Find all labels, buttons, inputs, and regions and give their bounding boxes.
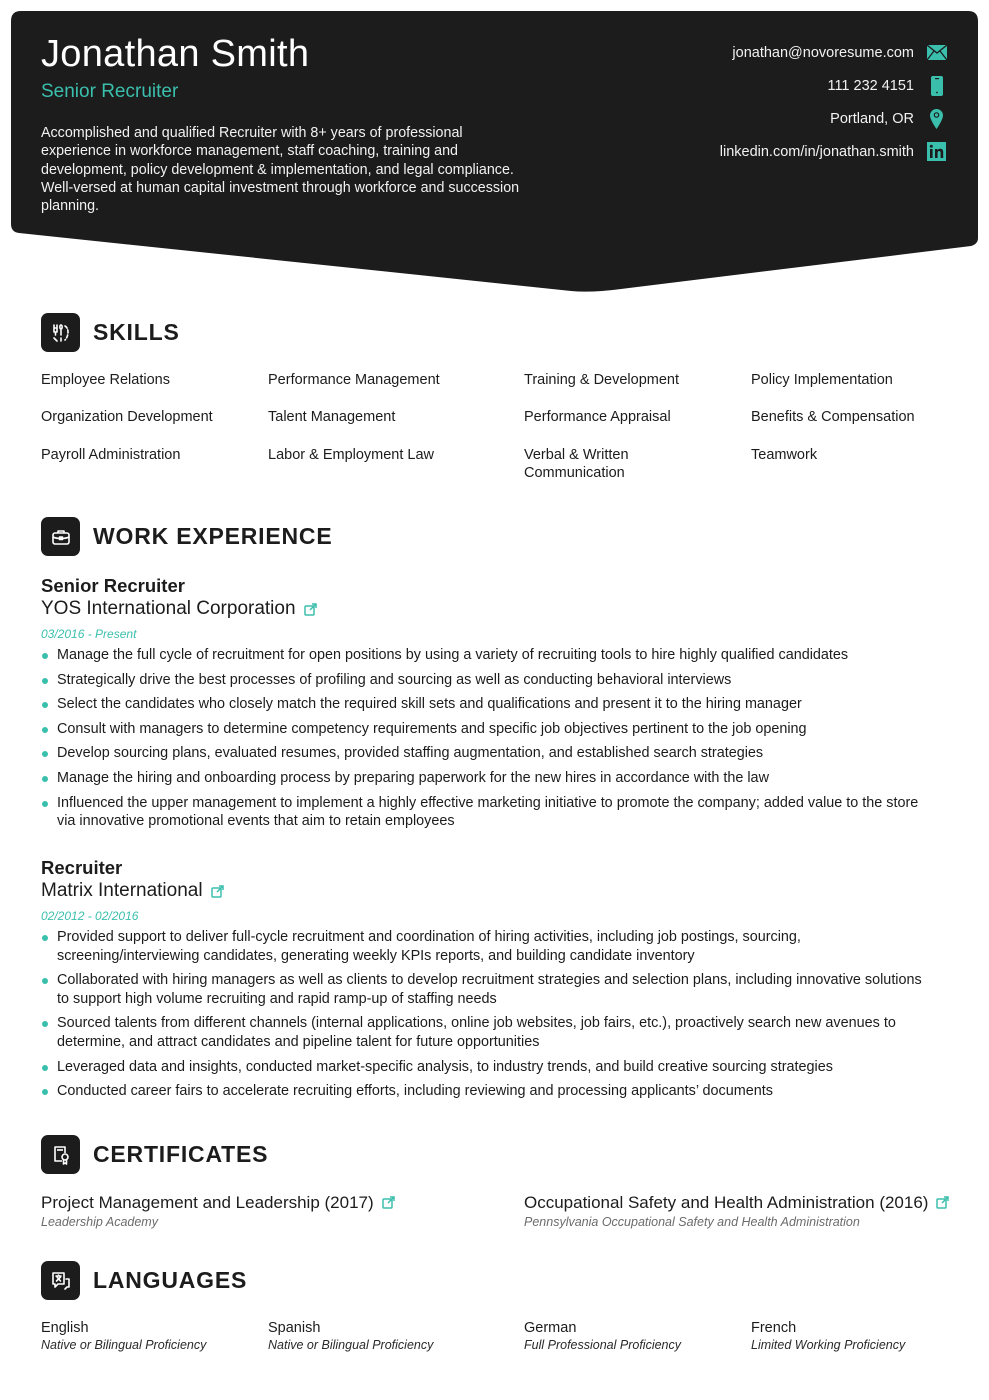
skill-item: Performance Appraisal (524, 409, 671, 425)
skill-item: Benefits & Compensation (751, 409, 915, 425)
profile-summary: Accomplished and qualified Recruiter with 8+ years of professional experience in workforce management, staff coaching, training and development, policy development & implementation, and legal compliance. Well-versed at human capital investment through workforce and succession planning. (41, 125, 520, 215)
bullet-item: Conducted career fairs to accelerate recruiting efforts, including reviewing and processing applicants’ documents (41, 1082, 931, 1101)
job-title: Recruiter (41, 857, 123, 878)
skill-item: Employee Relations (41, 372, 170, 388)
location-text: Portland, OR (830, 110, 914, 127)
contact-list (720, 36, 947, 168)
skill-item: Talent Management (268, 409, 396, 425)
external-link-icon[interactable] (382, 1196, 395, 1209)
external-link-icon[interactable] (211, 885, 224, 898)
company-name[interactable]: Matrix International (41, 880, 203, 901)
certificate-issuer: Pennsylvania Occupational Safety and Health Administration (524, 1215, 860, 1229)
bullet-item: Manage the full cycle of recruitment for open positions by using a variety of recruiting tools to hire highly qualified candidates (41, 646, 931, 665)
linkedin-icon (926, 141, 947, 162)
candidate-role: Senior Recruiter (41, 81, 179, 102)
bullet-item: Provided support to deliver full-cycle recruitment and coordination of hiring activities, including job postings, sourcing, screening/interviewing candidates, generating weekly KPIs reports, and building candidate inventory (41, 928, 931, 965)
bullet-item: Sourced talents from different channels (internal applications, online job websites, job fairs, etc.), proactively search new avenues to determine, and attract candidates and pipeline talent for future opportunities (41, 1014, 931, 1051)
job-entry (41, 575, 941, 837)
bullet-item: Leveraged data and insights, conducted market-specific analysis, to industry trends, and build creative sourcing strategies (41, 1058, 931, 1077)
language-level: Native or Bilingual Proficiency (268, 1338, 434, 1352)
briefcase-icon (41, 517, 80, 556)
certificate-icon (41, 1135, 80, 1174)
work-section-header (41, 517, 332, 556)
certificates-title: CERTIFICATES (93, 1141, 269, 1167)
language-level: Full Professional Proficiency (524, 1338, 682, 1352)
certificate-name[interactable] (41, 1192, 395, 1213)
job-bullets (41, 928, 941, 1101)
phone-icon (926, 75, 947, 96)
contact-location (720, 102, 947, 135)
tools-icon (41, 313, 80, 352)
language-name: English (41, 1320, 89, 1336)
certificate-title-text[interactable]: Project Management and Leadership (2017) (41, 1193, 374, 1212)
phone-text[interactable]: 111 232 4151 (827, 77, 914, 94)
skill-item: Performance Management (268, 372, 440, 388)
languages-title: LANGUAGES (93, 1267, 248, 1293)
certificate-issuer: Leadership Academy (41, 1215, 158, 1229)
language-name: French (751, 1320, 797, 1336)
skill-item: Verbal & Written Communication (524, 447, 629, 481)
certificates-section-header (41, 1135, 268, 1174)
skill-item: Labor & Employment Law (268, 447, 435, 463)
languages-section-header (41, 1261, 247, 1300)
skill-item: Organization Development (41, 409, 213, 425)
bullet-item: Select the candidates who closely match the required skill sets and qualifications and present it to the hiring manager (41, 695, 931, 714)
job-dates: 03/2016 - Present (41, 627, 137, 641)
language-entry (41, 1319, 206, 1352)
bullet-item: Develop sourcing plans, evaluated resumes, provided staffing augmentation, and established search strategies (41, 744, 931, 763)
language-level: Native or Bilingual Proficiency (41, 1338, 207, 1352)
certificate-entry (524, 1192, 949, 1229)
job-company[interactable] (41, 879, 941, 903)
work-title: WORK EXPERIENCE (93, 523, 333, 549)
certificate-title-text[interactable]: Occupational Safety and Health Administration (2016) (524, 1193, 929, 1212)
email-text[interactable]: jonathan@novoresume.com (732, 44, 914, 61)
external-link-icon[interactable] (936, 1196, 949, 1209)
certificate-entry (41, 1192, 395, 1229)
candidate-name: Jonathan Smith (41, 33, 310, 75)
job-entry (41, 857, 941, 1107)
mail-icon (926, 42, 947, 63)
contact-phone[interactable] (720, 69, 947, 102)
company-name[interactable]: YOS International Corporation (41, 598, 296, 619)
skill-item: Teamwork (751, 447, 818, 463)
skills-title: SKILLS (93, 319, 180, 345)
language-level: Limited Working Proficiency (751, 1338, 906, 1352)
bullet-item: Strategically drive the best processes of profiling and sourcing as well as conducting behavioral interviews (41, 671, 931, 690)
language-name: German (524, 1320, 577, 1336)
skills-section-header (41, 313, 180, 352)
bullet-item: Manage the hiring and onboarding process by preparing paperwork for the new hires in accordance with the law (41, 769, 931, 788)
bullet-item: Collaborated with hiring managers as well as clients to develop recruitment strategies and selection plans, including innovative solutions to support high volume recruiting and rapid ramp-up of staffing needs (41, 971, 931, 1008)
language-entry (751, 1319, 905, 1352)
job-dates: 02/2012 - 02/2016 (41, 909, 139, 923)
external-link-icon[interactable] (304, 603, 317, 616)
contact-email[interactable] (720, 36, 947, 69)
language-name: Spanish (268, 1320, 321, 1336)
job-bullets (41, 646, 941, 831)
bullet-item: Consult with managers to determine competency requirements and specific job objectives pertinent to the job opening (41, 720, 931, 739)
contact-linkedin[interactable] (720, 135, 947, 168)
location-pin-icon (926, 108, 947, 129)
certificate-name[interactable] (524, 1192, 949, 1213)
skill-item: Payroll Administration (41, 447, 181, 463)
language-entry (268, 1319, 433, 1352)
translate-icon (41, 1261, 80, 1300)
linkedin-text[interactable]: linkedin.com/in/jonathan.smith (719, 143, 914, 160)
job-company[interactable] (41, 597, 941, 621)
job-title: Senior Recruiter (41, 575, 185, 596)
skill-item: Policy Implementation (751, 372, 893, 388)
language-entry (524, 1319, 681, 1352)
skill-item: Training & Development (524, 372, 680, 388)
bullet-item: Influenced the upper management to implement a highly effective marketing initiative to promote the company; added value to the store via innovative promotional events that aim to retain employees (41, 794, 931, 831)
